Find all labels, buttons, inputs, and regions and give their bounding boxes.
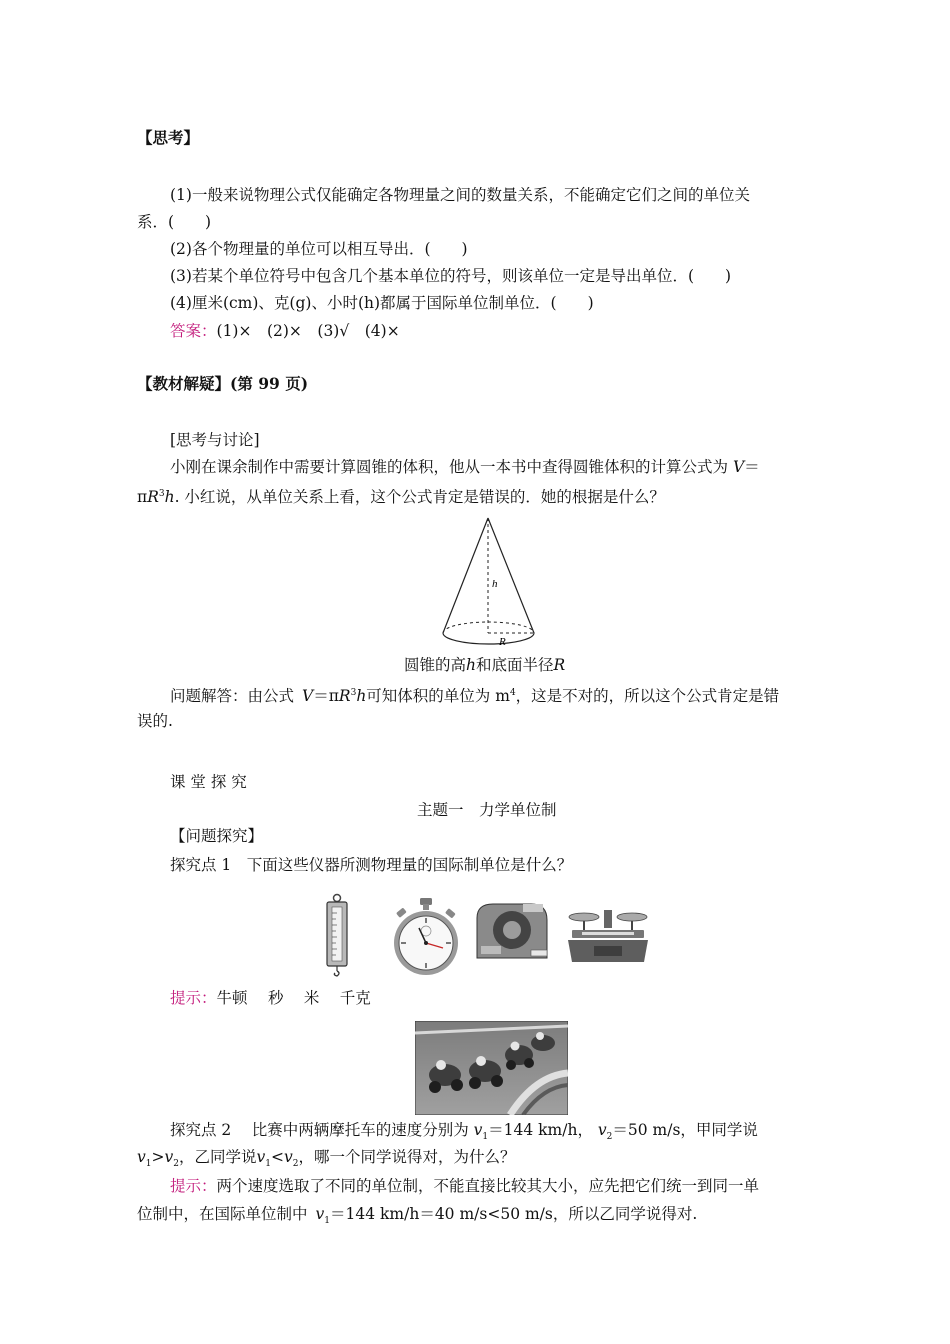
think-heading: 【思考】 <box>137 128 200 147</box>
cone-figure <box>440 513 540 648</box>
cone-label-h: h <box>492 578 498 590</box>
tape-measure-image <box>473 900 551 962</box>
discussion-para-line-1: 小刚在课余制作中需要计算圆锥的体积，他从一本书中查得圆锥体积的计算公式为 V＝ <box>170 458 760 476</box>
question-2: (2)各个物理量的单位可以相互导出．( ) <box>170 240 468 258</box>
textbook-heading-line <box>137 374 308 394</box>
hint-1-label: 提示： <box>170 989 217 1007</box>
balance-scale-image <box>564 906 652 964</box>
figure-caption: 圆锥的高h和底面半径R <box>404 656 566 674</box>
question-1-line-2: 系．( ) <box>137 213 212 231</box>
topic-title: 主题一 力学单位制 <box>417 801 557 819</box>
question-4: (4)厘米(cm)、克(g)、小时(h)都属于国际单位制单位．( ) <box>170 294 594 312</box>
hint-2-line-2: 位制中，在国际单位制中 $v_1=144$ km/h＝40 m/s<50 m/s，所以乙同学说得对. <box>137 1205 698 1227</box>
hint-1-text: 牛顿 秒 米 千克 <box>216 989 371 1007</box>
discussion-para-line-2: $\pi R^3h$. 小红说，从单位关系上看，这个公式肯定是错误的．她的根据是什么？ <box>137 488 665 507</box>
spring-scale-image <box>322 893 352 977</box>
textbook-heading: 【教材解疑】 <box>137 374 231 393</box>
solution-line-2: 误的. <box>137 712 173 730</box>
page-reference: (第 99 页) <box>230 374 309 393</box>
question-1-line-1: (1)一般来说物理公式仅能确定各物理量之间的数量关系，不能确定它们之间的单位关 <box>170 186 750 204</box>
solution-line-1: 问题解答：由公式 $V=\pi R^3h$可知体积的单位为 $m^4$，这是不对的，所以这个公式肯定是错 <box>170 687 780 706</box>
hint-2-label: 提示： <box>170 1177 217 1195</box>
discussion-subheading: [思考与讨论] <box>170 431 260 449</box>
point-2-line-2: $v_1>v_2$，乙同学说$v_1<v_2$，哪一个同学说得对，为什么？ <box>137 1148 516 1170</box>
answer-label: 答案： <box>170 322 217 340</box>
hint-1-line <box>170 988 371 1008</box>
class-title: 课 堂 探 究 <box>170 773 247 791</box>
motorcycle-race-photo <box>415 1021 568 1115</box>
point-2-line-1: 探究点 2 比赛中两辆摩托车的速度分别为 $v_1=144$ km/h， $v_2=50$ m/s，甲同学说 <box>170 1121 758 1143</box>
hint-2-line-1: 提示：两个速度选取了不同的单位制，不能直接比较其大小，应先把它们统一到同一单 <box>170 1177 760 1195</box>
cone-label-R: R <box>499 636 506 648</box>
point-1: 探究点 1 下面这些仪器所测物理量的国际制单位是什么？ <box>170 856 573 874</box>
stopwatch-image <box>389 897 463 977</box>
inquiry-heading: 【问题探究】 <box>170 827 264 845</box>
question-3: (3)若某个单位符号中包含几个基本单位的符号，则该单位一定是导出单位．( ) <box>170 267 732 285</box>
answer-line <box>170 321 400 341</box>
answer-text: (1)× (2)× (3)√ (4)× <box>216 322 400 340</box>
